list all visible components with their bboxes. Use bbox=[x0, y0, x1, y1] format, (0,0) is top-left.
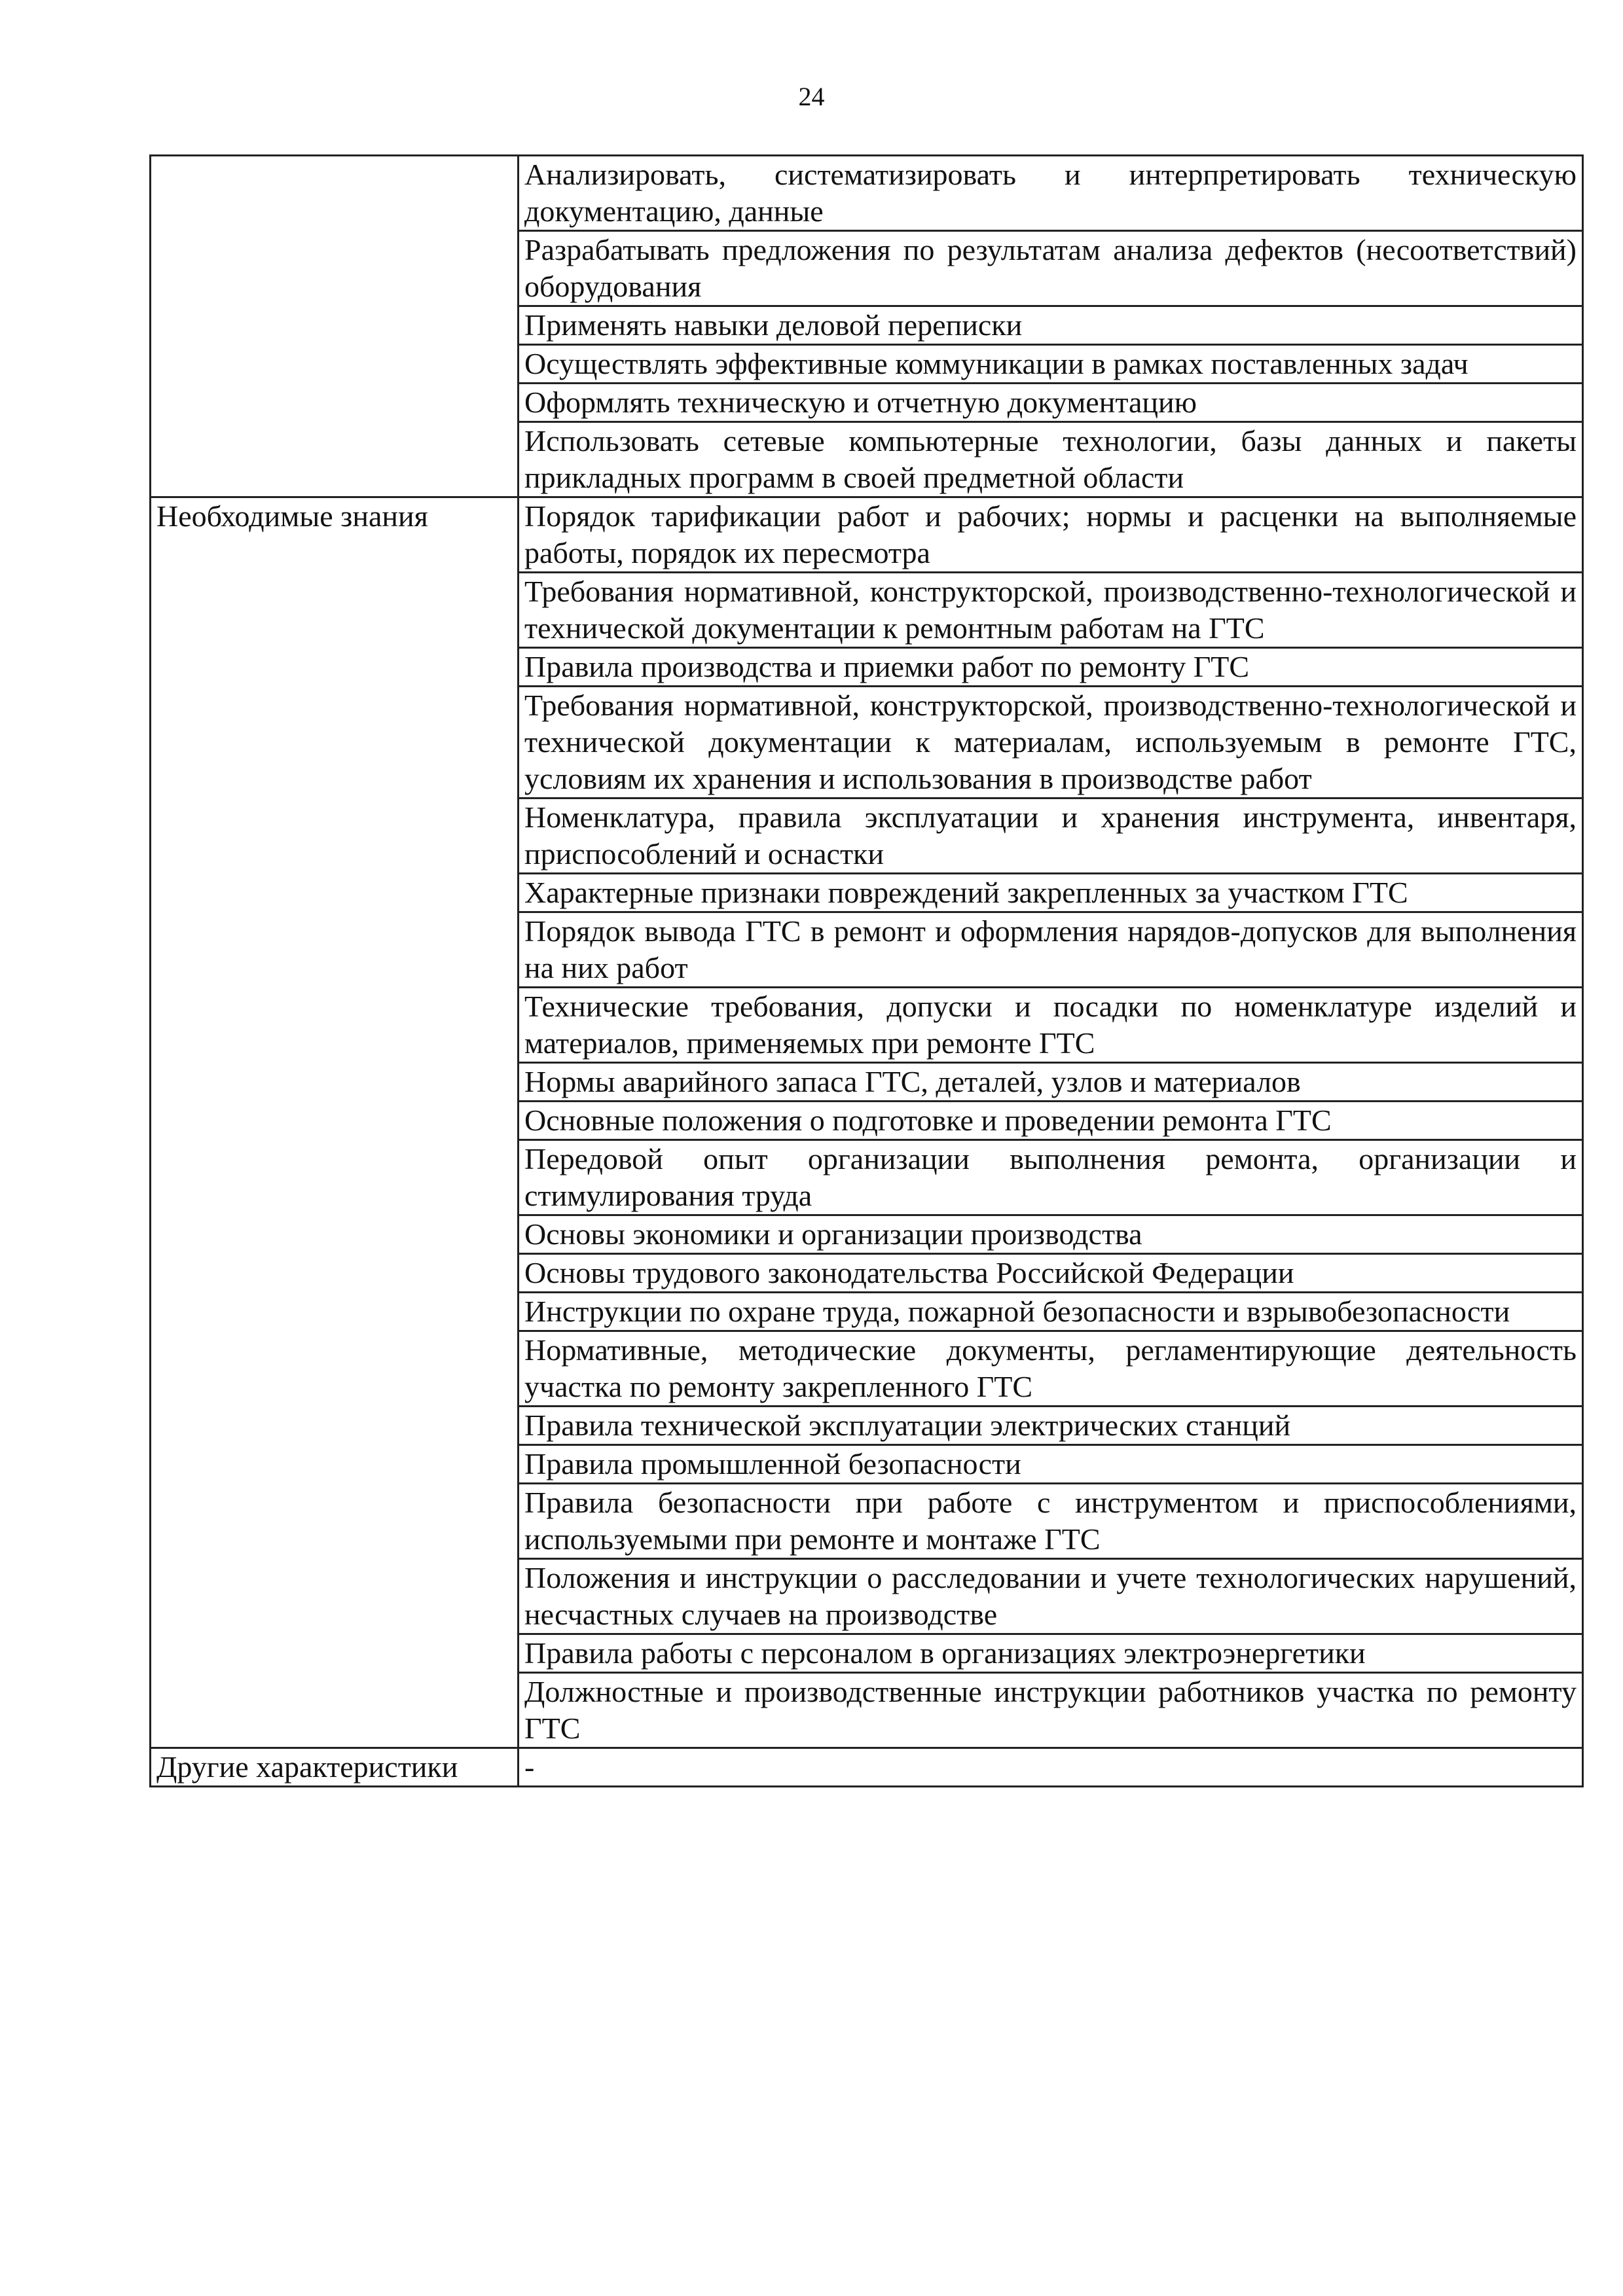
knowledge-cell: Должностные и производственные инструкции работников участка по ремонту ГТС bbox=[519, 1673, 1583, 1748]
knowledge-cell: Требования нормативной, конструкторской, производственно-технологической и технической документации к материалам, используемым в ремонте ГТС, условиям их хранения и использования в производстве работ bbox=[519, 687, 1583, 798]
knowledge-cell: Технические требования, допуски и посадки по номенклатуре изделий и материалов, применяемых при ремонте ГТС bbox=[519, 988, 1583, 1063]
knowledge-cell: Правила производства и приемки работ по ремонту ГТС bbox=[519, 648, 1583, 687]
knowledge-cell: Правила промышленной безопасности bbox=[519, 1445, 1583, 1484]
table-row bbox=[151, 156, 1583, 231]
skill-cell: Использовать сетевые компьютерные технологии, базы данных и пакеты прикладных программ в своей предметной области bbox=[519, 422, 1583, 497]
knowledge-cell: Требования нормативной, конструкторской, производственно-технологической и технической документации к ремонтным работам на ГТС bbox=[519, 573, 1583, 648]
knowledge-cell: Порядок вывода ГТС в ремонт и оформления нарядов-допусков для выполнения на них работ bbox=[519, 912, 1583, 988]
skill-cell: Анализировать, систематизировать и интерпретировать техническую документацию, данные bbox=[519, 156, 1583, 231]
other-label-cell: Другие характеристики bbox=[151, 1748, 519, 1787]
knowledge-cell: Нормативные, методические документы, регламентирующие деятельность участка по ремонту закрепленного ГТС bbox=[519, 1331, 1583, 1407]
page-number: 24 bbox=[798, 82, 825, 111]
knowledge-cell: Инструкции по охране труда, пожарной безопасности и взрывобезопасности bbox=[519, 1293, 1583, 1331]
requirements-table bbox=[149, 154, 1584, 1787]
skill-cell: Применять навыки деловой переписки bbox=[519, 306, 1583, 345]
skills-label-cell bbox=[151, 156, 519, 497]
knowledge-cell: Передовой опыт организации выполнения ремонта, организации и стимулирования труда bbox=[519, 1140, 1583, 1215]
knowledge-cell: Основы трудового законодательства Российской Федерации bbox=[519, 1254, 1583, 1293]
knowledge-cell: Порядок тарификации работ и рабочих; нормы и расценки на выполняемые работы, порядок их пересмотра bbox=[519, 497, 1583, 573]
skill-cell: Оформлять техническую и отчетную документацию bbox=[519, 384, 1583, 422]
knowledge-cell: Характерные признаки повреждений закрепленных за участком ГТС bbox=[519, 874, 1583, 912]
table-row bbox=[151, 1748, 1583, 1787]
knowledge-cell: Правила безопасности при работе с инструментом и приспособлениями, используемыми при ремонте и монтаже ГТС bbox=[519, 1484, 1583, 1559]
table-row bbox=[151, 497, 1583, 573]
skill-cell: Разрабатывать предложения по результатам анализа дефектов (несоответствий) оборудования bbox=[519, 231, 1583, 306]
knowledge-cell: Нормы аварийного запаса ГТС, деталей, узлов и материалов bbox=[519, 1063, 1583, 1102]
knowledge-cell: Основные положения о подготовке и проведении ремонта ГТС bbox=[519, 1102, 1583, 1140]
knowledge-cell: Положения и инструкции о расследовании и учете технологических нарушений, несчастных случаев на производстве bbox=[519, 1559, 1583, 1634]
knowledge-cell: Номенклатура, правила эксплуатации и хранения инструмента, инвентаря, приспособлений и оснастки bbox=[519, 798, 1583, 874]
skill-cell: Осуществлять эффективные коммуникации в рамках поставленных задач bbox=[519, 345, 1583, 384]
knowledge-label-cell: Необходимые знания bbox=[151, 497, 519, 1748]
knowledge-cell: Правила работы с персоналом в организациях электроэнергетики bbox=[519, 1634, 1583, 1673]
knowledge-cell: Основы экономики и организации производства bbox=[519, 1215, 1583, 1254]
knowledge-cell: Правила технической эксплуатации электрических станций bbox=[519, 1407, 1583, 1445]
other-value-cell: - bbox=[519, 1748, 1583, 1787]
